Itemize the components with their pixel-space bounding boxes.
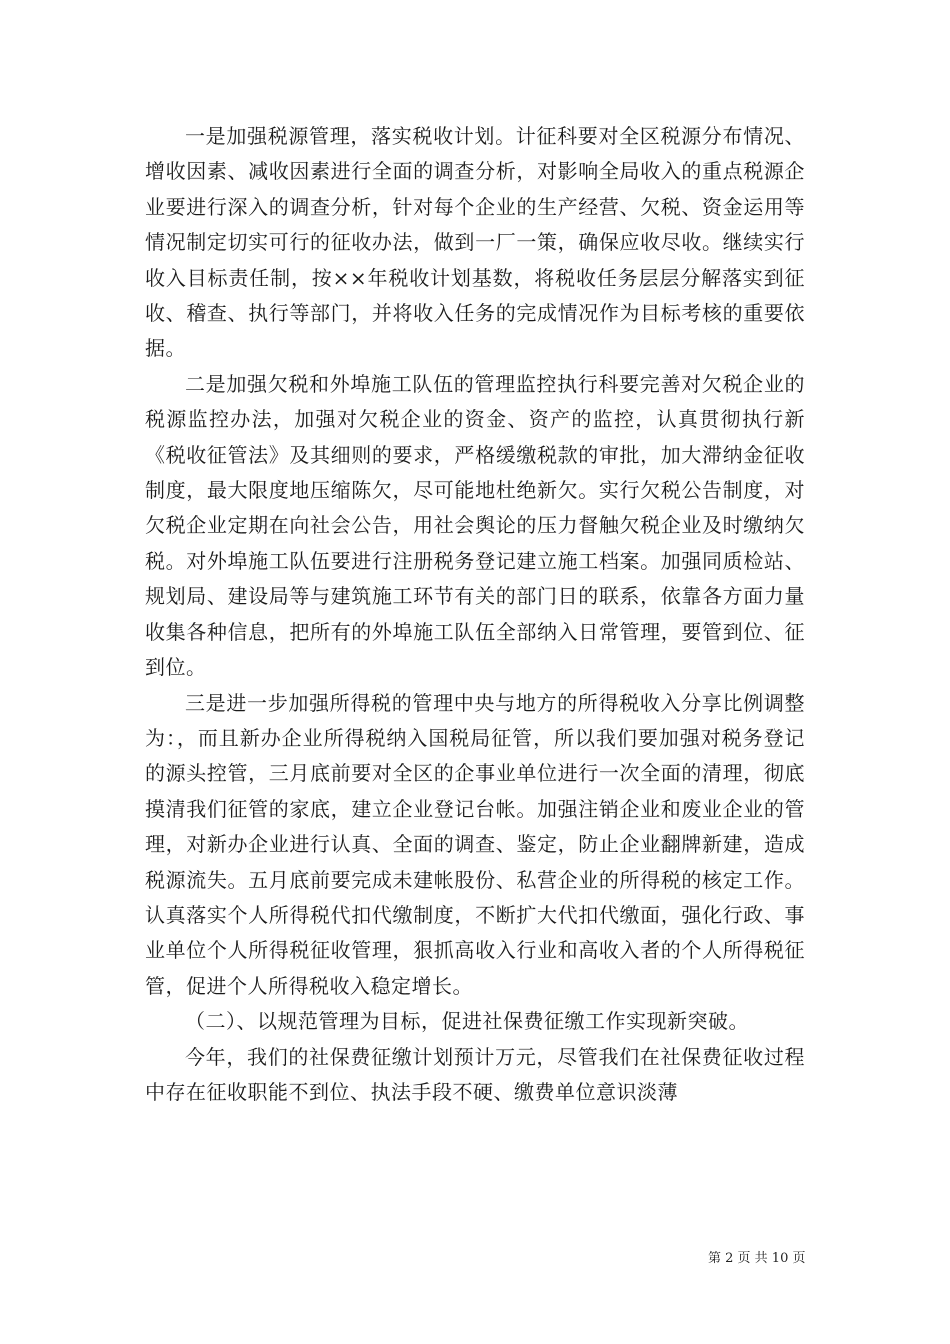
page-number-footer: 第 2 页 共 10 页 bbox=[708, 1251, 806, 1266]
paragraph-social-insurance-plan: 今年，我们的社保费征缴计划预计万元，尽管我们在社保费征收过程中存在征收职能不到位、执法手段不硬、缴费单位意识淡薄 bbox=[145, 1044, 805, 1104]
document-body bbox=[145, 119, 805, 1110]
paragraph-arrears-and-outside-construction: 二是加强欠税和外埠施工队伍的管理监控执行科要完善对欠税企业的税源监控办法，加强对欠税企业的资金、资产的监控，认真贯彻执行新《税收征管法》及其细则的要求，严格缓缴税款的审批，加大滞纳金征收制度，最大限度地压缩陈欠，尽可能地杜绝新欠。实行欠税公告制度，对欠税企业定期在向社会公告，用社会舆论的压力督触欠税企业及时缴纳欠税。对外埠施工队伍要进行注册税务登记建立施工档案。加强同质检站、规划局、建设局等与建筑施工环节有关的部门日的联系，依靠各方面力量收集各种信息，把所有的外埠施工队伍全部纳入日常管理，要管到位、征到位。 bbox=[145, 371, 805, 680]
paragraph-tax-source-management: 一是加强税源管理，落实税收计划。计征科要对全区税源分布情况、增收因素、减收因素进行全面的调查分析，对影响全局收入的重点税源企业要进行深入的调查分析，针对每个企业的生产经营、欠税、资金运用等情况制定切实可行的征收办法，做到一厂一策，确保应收尽收。继续实行收入目标责任制，按××年税收计划基数，将税收任务层层分解落实到征收、稽查、执行等部门，并将收入任务的完成情况作为目标考核的重要依据。 bbox=[145, 124, 805, 361]
paragraph-income-tax-management: 三是进一步加强所得税的管理中央与地方的所得税收入分享比例调整为：，而且新办企业所得税纳入国税局征管，所以我们要加强对税务登记的源头控管，三月底前要对全区的企事业单位进行一次全面的清理，彻底摸清我们征管的家底，建立企业登记台帐。加强注销企业和废业企业的管理，对新办企业进行认真、全面的调查、鉴定，防止企业翻牌新建，造成税源流失。五月底前要完成未建帐股份、私营企业的所得税的核定工作。认真落实个人所得税代扣代缴制度，不断扩大代扣代缴面，强化行政、事业单位个人所得税征收管理，狠抓高收入行业和高收入者的个人所得税征管，促进个人所得税收入稳定增长。 bbox=[145, 690, 805, 998]
section-heading-social-insurance: （二）、以规范管理为目标，促进社保费征缴工作实现新突破。 bbox=[185, 1009, 749, 1034]
